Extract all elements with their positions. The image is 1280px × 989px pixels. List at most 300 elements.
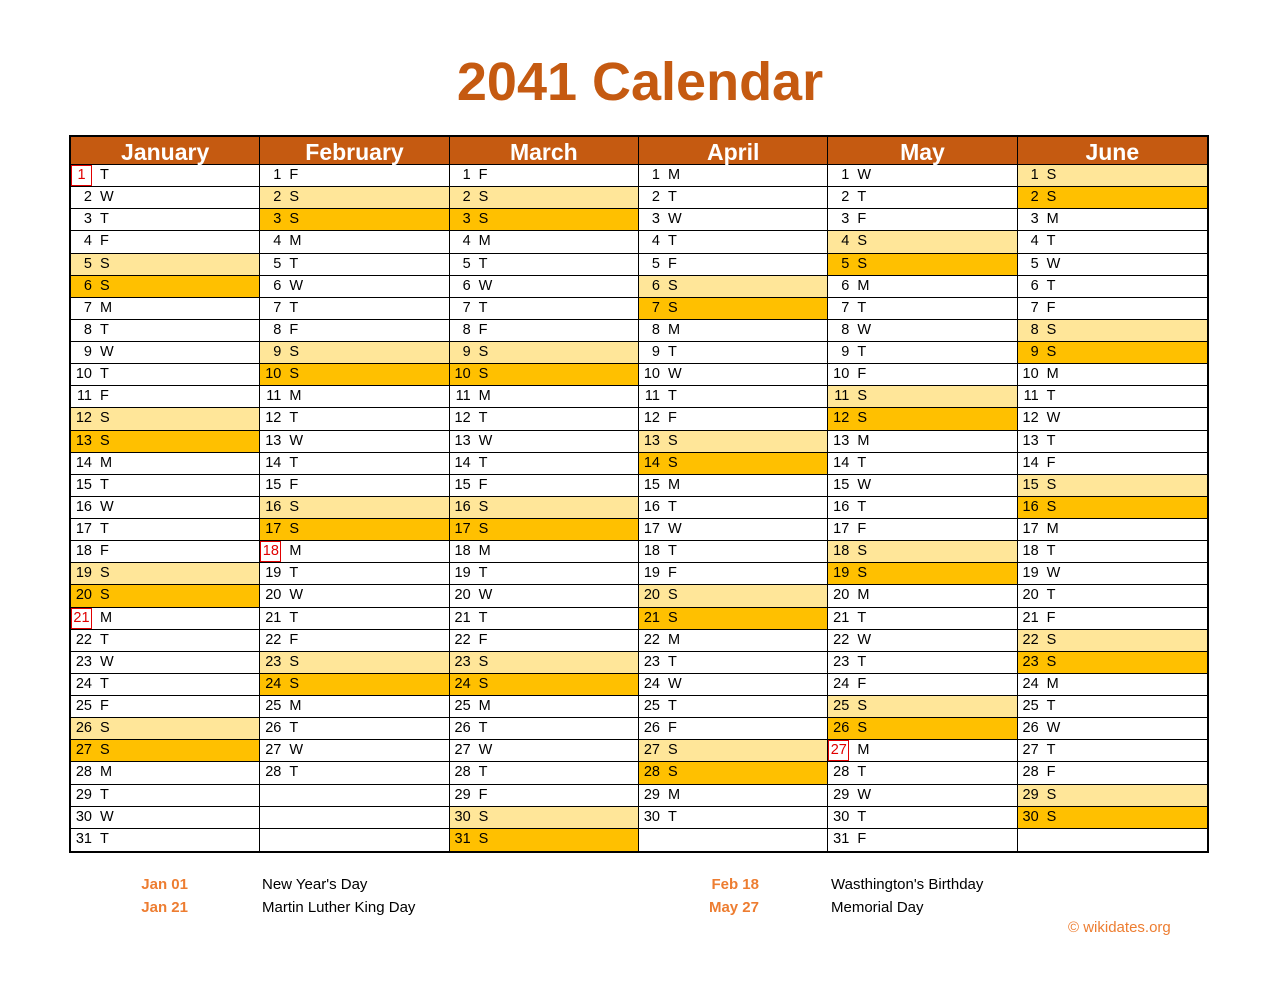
month-header: February: [260, 137, 448, 165]
day-of-week: W: [857, 631, 871, 648]
day-row: [71, 541, 259, 563]
day-row: [450, 674, 638, 696]
day-row: [639, 364, 827, 386]
day-number: 5: [273, 255, 282, 272]
day-row: [639, 231, 827, 253]
day-number: 6: [1030, 277, 1039, 294]
day-of-week: S: [667, 609, 678, 626]
day-of-week: M: [289, 543, 302, 560]
day-of-week: T: [857, 764, 867, 781]
day-of-week: W: [857, 167, 871, 183]
day-row: [260, 740, 448, 762]
empty-day-row: [639, 829, 827, 851]
day-row: [260, 408, 448, 430]
day-of-week: S: [100, 565, 110, 582]
day-row: [71, 231, 259, 253]
day-number: 18: [260, 541, 281, 562]
empty-day-row: [1018, 829, 1207, 851]
day-number: 15: [1022, 476, 1039, 493]
day-row: [639, 718, 827, 740]
day-row: [828, 408, 1016, 430]
holiday-name: Memorial Day: [831, 899, 924, 916]
day-row: [260, 563, 448, 585]
day-of-week: W: [478, 742, 493, 759]
day-number: 19: [643, 565, 660, 582]
day-of-week: S: [478, 344, 489, 360]
day-of-week: S: [667, 587, 678, 604]
day-row: [639, 320, 827, 342]
day-number: 28: [1022, 764, 1039, 781]
day-row: [1018, 608, 1207, 630]
day-of-week: F: [478, 786, 488, 803]
day-number: 3: [651, 211, 660, 228]
day-row: [828, 475, 1016, 497]
day-row: [260, 762, 448, 784]
day-number: 14: [833, 454, 850, 471]
month-header: June: [1018, 137, 1207, 165]
day-number: 21: [454, 609, 471, 626]
empty-day-row: [260, 829, 448, 851]
day-number: 11: [644, 388, 660, 405]
holiday-day-row: [828, 740, 1016, 762]
day-number: 23: [643, 653, 660, 670]
day-row: [639, 585, 827, 607]
day-row: [1018, 762, 1207, 784]
day-number: 24: [75, 675, 92, 692]
day-number: 20: [643, 587, 660, 604]
day-of-week: T: [667, 388, 677, 405]
day-number: 18: [643, 543, 660, 560]
day-of-week: S: [1046, 344, 1057, 360]
day-row: [260, 585, 448, 607]
day-number: 7: [651, 299, 660, 316]
day-of-week: W: [100, 498, 114, 515]
day-number: 9: [651, 344, 660, 360]
day-row: [71, 364, 259, 386]
month-february: [260, 137, 449, 851]
day-row: [828, 231, 1016, 253]
day-number: 5: [83, 255, 92, 272]
day-number: 23: [454, 653, 471, 670]
day-number: 22: [833, 631, 850, 648]
day-row: [639, 209, 827, 231]
day-of-week: T: [857, 454, 867, 471]
day-row: [450, 762, 638, 784]
day-number: 24: [643, 675, 660, 692]
day-number: 27: [454, 742, 471, 759]
day-row: [1018, 519, 1207, 541]
day-number: 10: [454, 366, 471, 383]
day-row: [1018, 453, 1207, 475]
day-row: [639, 519, 827, 541]
day-number: 4: [651, 233, 660, 250]
day-of-week: T: [667, 698, 677, 714]
day-of-week: W: [667, 211, 682, 228]
day-number: 14: [643, 454, 660, 471]
day-of-week: T: [1046, 277, 1056, 294]
holiday-date: Jan 21: [141, 899, 188, 916]
day-of-week: S: [857, 565, 867, 582]
day-row: [1018, 342, 1207, 364]
day-number: 12: [833, 410, 850, 427]
day-of-week: S: [857, 720, 867, 737]
month-header: January: [71, 137, 259, 165]
day-number: 26: [1022, 720, 1039, 737]
day-row: [450, 298, 638, 320]
day-number: 13: [265, 432, 282, 449]
credit-link[interactable]: © wikidates.org: [1068, 919, 1171, 936]
day-row: [639, 740, 827, 762]
day-of-week: S: [478, 498, 489, 515]
day-number: 25: [833, 698, 850, 714]
day-number: 3: [1030, 211, 1039, 228]
day-number: 19: [454, 565, 471, 582]
day-number: 17: [265, 521, 282, 537]
day-of-week: T: [667, 189, 677, 206]
day-of-week: T: [667, 653, 677, 670]
day-number: 23: [1022, 653, 1039, 670]
day-row: [1018, 298, 1207, 320]
day-number: 30: [833, 808, 850, 825]
day-number: 6: [841, 277, 850, 294]
day-number: 21: [833, 609, 850, 626]
day-row: [828, 696, 1016, 718]
day-number: 19: [833, 565, 850, 582]
day-of-week: F: [667, 720, 677, 737]
day-of-week: M: [1046, 675, 1059, 692]
day-of-week: F: [100, 543, 109, 560]
day-number: 7: [1030, 299, 1039, 316]
day-of-week: T: [100, 366, 109, 383]
day-number: 28: [643, 764, 660, 781]
day-row: [71, 674, 259, 696]
day-number: 12: [643, 410, 660, 427]
day-row: [828, 674, 1016, 696]
day-row: [639, 608, 827, 630]
day-of-week: T: [478, 255, 488, 272]
day-number: 10: [833, 366, 850, 383]
day-of-week: T: [478, 565, 488, 582]
day-row: [639, 785, 827, 807]
day-number: 13: [833, 432, 850, 449]
day-row: [71, 563, 259, 585]
day-number: 20: [75, 587, 92, 604]
day-of-week: F: [667, 410, 677, 427]
day-number: 3: [83, 211, 92, 228]
day-of-week: T: [100, 476, 109, 493]
day-number: 24: [1022, 675, 1039, 692]
day-number: 24: [454, 675, 471, 692]
day-number: 7: [83, 299, 92, 316]
day-row: [450, 563, 638, 585]
day-of-week: W: [1046, 720, 1061, 737]
day-number: 22: [454, 631, 471, 648]
day-of-week: T: [478, 764, 488, 781]
day-row: [450, 364, 638, 386]
day-number: 17: [454, 521, 471, 537]
day-of-week: T: [1046, 543, 1056, 560]
day-number: 23: [75, 653, 92, 670]
empty-day-row: [260, 785, 448, 807]
day-of-week: T: [289, 720, 299, 737]
day-number: 11: [76, 388, 92, 405]
day-row: [639, 475, 827, 497]
day-row: [1018, 254, 1207, 276]
day-row: [260, 298, 448, 320]
day-number: 22: [1022, 631, 1039, 648]
day-of-week: T: [100, 521, 109, 537]
day-of-week: M: [667, 321, 681, 338]
day-row: [828, 254, 1016, 276]
day-row: [639, 696, 827, 718]
day-row: [639, 762, 827, 784]
day-of-week: S: [478, 830, 489, 847]
day-number: 11: [834, 388, 850, 405]
day-number: 30: [1022, 808, 1039, 825]
day-of-week: T: [1046, 742, 1056, 759]
day-number: 18: [454, 543, 471, 560]
day-number: 31: [454, 830, 471, 847]
day-number: 5: [462, 255, 471, 272]
day-row: [450, 740, 638, 762]
day-of-week: T: [857, 344, 867, 360]
day-of-week: T: [100, 786, 109, 803]
day-row: [639, 652, 827, 674]
day-number: 13: [454, 432, 471, 449]
day-row: [450, 320, 638, 342]
day-of-week: T: [289, 410, 299, 427]
day-number: 25: [265, 698, 282, 714]
day-number: 4: [1030, 233, 1039, 250]
day-number: 21: [71, 608, 92, 629]
day-of-week: S: [478, 366, 489, 383]
day-number: 27: [75, 742, 92, 759]
day-of-week: S: [478, 675, 489, 692]
day-number: 3: [462, 211, 471, 228]
day-row: [1018, 563, 1207, 585]
day-number: 31: [75, 830, 92, 847]
day-row: [828, 431, 1016, 453]
day-row: [828, 165, 1016, 187]
day-row: [828, 320, 1016, 342]
day-row: [1018, 320, 1207, 342]
day-number: 13: [1022, 432, 1039, 449]
day-row: [450, 608, 638, 630]
day-of-week: M: [100, 609, 113, 626]
month-march: [450, 137, 639, 851]
day-of-week: S: [478, 189, 489, 206]
day-of-week: S: [289, 498, 299, 515]
day-of-week: T: [289, 565, 299, 582]
holiday-name: New Year's Day: [262, 876, 368, 893]
day-of-week: M: [478, 543, 491, 560]
day-number: 17: [643, 521, 660, 537]
day-row: [71, 718, 259, 740]
day-of-week: T: [100, 631, 109, 648]
day-of-week: W: [100, 808, 114, 825]
day-number: 18: [833, 543, 850, 560]
day-row: [260, 696, 448, 718]
day-number: 9: [1030, 344, 1039, 360]
day-of-week: S: [667, 277, 678, 294]
day-row: [450, 165, 638, 187]
day-of-week: F: [857, 521, 867, 537]
day-number: 22: [265, 631, 282, 648]
day-number: 11: [455, 388, 471, 405]
day-number: 17: [833, 521, 850, 537]
day-number: 10: [75, 366, 92, 383]
day-row: [1018, 740, 1207, 762]
day-number: 2: [651, 189, 660, 206]
day-number: 13: [75, 432, 92, 449]
day-of-week: T: [857, 609, 867, 626]
day-of-week: M: [289, 698, 302, 714]
month-may: [828, 137, 1017, 851]
day-row: [639, 254, 827, 276]
day-row: [828, 541, 1016, 563]
day-number: 2: [83, 189, 92, 206]
day-of-week: W: [478, 587, 493, 604]
day-number: 27: [643, 742, 660, 759]
day-row: [828, 276, 1016, 298]
day-of-week: S: [1046, 189, 1057, 206]
day-row: [828, 342, 1016, 364]
day-of-week: S: [1046, 808, 1057, 825]
day-row: [1018, 807, 1207, 829]
day-number: 29: [643, 786, 660, 803]
day-row: [639, 431, 827, 453]
day-row: [450, 386, 638, 408]
day-number: 27: [828, 740, 849, 761]
day-number: 15: [643, 476, 660, 493]
day-number: 13: [643, 432, 660, 449]
day-number: 9: [83, 344, 92, 360]
day-number: 21: [643, 609, 660, 626]
day-number: 2: [273, 189, 282, 206]
day-of-week: F: [478, 321, 488, 338]
day-row: [450, 342, 638, 364]
day-of-week: S: [289, 189, 299, 206]
day-row: [1018, 231, 1207, 253]
day-of-week: S: [100, 720, 110, 737]
day-of-week: S: [1046, 498, 1057, 515]
day-row: [1018, 785, 1207, 807]
day-number: 29: [1022, 786, 1039, 803]
day-number: 6: [651, 277, 660, 294]
day-of-week: M: [478, 698, 491, 714]
day-of-week: M: [100, 764, 113, 781]
day-row: [639, 187, 827, 209]
day-row: [71, 209, 259, 231]
day-row: [260, 652, 448, 674]
empty-day-row: [260, 807, 448, 829]
holiday-day-row: [260, 541, 448, 563]
day-number: 19: [75, 565, 92, 582]
day-number: 15: [833, 476, 850, 493]
day-of-week: S: [478, 653, 489, 670]
day-row: [260, 519, 448, 541]
day-number: 28: [454, 764, 471, 781]
day-of-week: F: [289, 321, 299, 338]
day-of-week: F: [289, 476, 299, 493]
day-of-week: W: [478, 432, 493, 449]
day-of-week: M: [1046, 211, 1059, 228]
day-row: [1018, 696, 1207, 718]
day-row: [1018, 408, 1207, 430]
day-of-week: S: [289, 211, 299, 228]
day-row: [260, 453, 448, 475]
day-number: 5: [841, 255, 850, 272]
day-row: [450, 254, 638, 276]
day-of-week: S: [667, 432, 678, 449]
day-row: [639, 674, 827, 696]
day-number: 15: [75, 476, 92, 493]
day-row: [1018, 630, 1207, 652]
holiday-name: Wasthington's Birthday: [831, 876, 984, 893]
day-number: 9: [273, 344, 282, 360]
day-row: [828, 585, 1016, 607]
day-of-week: M: [478, 388, 491, 405]
day-row: [450, 276, 638, 298]
day-number: 4: [83, 233, 92, 250]
day-of-week: T: [100, 675, 109, 692]
day-row: [450, 630, 638, 652]
day-row: [450, 431, 638, 453]
day-of-week: M: [667, 631, 681, 648]
day-number: 16: [75, 498, 92, 515]
day-row: [450, 652, 638, 674]
day-of-week: W: [289, 432, 304, 449]
day-row: [639, 298, 827, 320]
day-row: [450, 807, 638, 829]
day-number: 28: [265, 764, 282, 781]
day-number: 1: [273, 167, 282, 183]
day-row: [1018, 431, 1207, 453]
day-number: 19: [1022, 565, 1039, 582]
holiday-date: May 27: [708, 899, 759, 916]
day-of-week: W: [289, 277, 304, 294]
day-of-week: S: [289, 521, 299, 537]
day-of-week: S: [289, 653, 299, 670]
day-number: 11: [1023, 388, 1039, 405]
month-june: [1018, 137, 1207, 851]
day-number: 29: [454, 786, 471, 803]
day-row: [1018, 165, 1207, 187]
day-row: [260, 630, 448, 652]
day-number: 1: [651, 167, 660, 183]
day-number: 2: [841, 189, 850, 206]
day-of-week: S: [857, 233, 867, 250]
day-number: 6: [83, 277, 92, 294]
day-of-week: F: [100, 698, 109, 714]
day-number: 16: [454, 498, 471, 515]
day-row: [260, 364, 448, 386]
holiday-day-row: [71, 608, 259, 630]
day-row: [1018, 497, 1207, 519]
day-number: 19: [265, 565, 282, 582]
day-number: 30: [75, 808, 92, 825]
day-row: [1018, 652, 1207, 674]
calendar-grid: [69, 135, 1209, 853]
day-of-week: T: [100, 321, 109, 338]
day-of-week: S: [1046, 167, 1057, 183]
day-number: 2: [1030, 189, 1039, 206]
day-of-week: M: [1046, 521, 1059, 537]
day-of-week: S: [100, 255, 110, 272]
day-row: [260, 276, 448, 298]
day-row: [828, 785, 1016, 807]
day-of-week: M: [667, 167, 681, 183]
